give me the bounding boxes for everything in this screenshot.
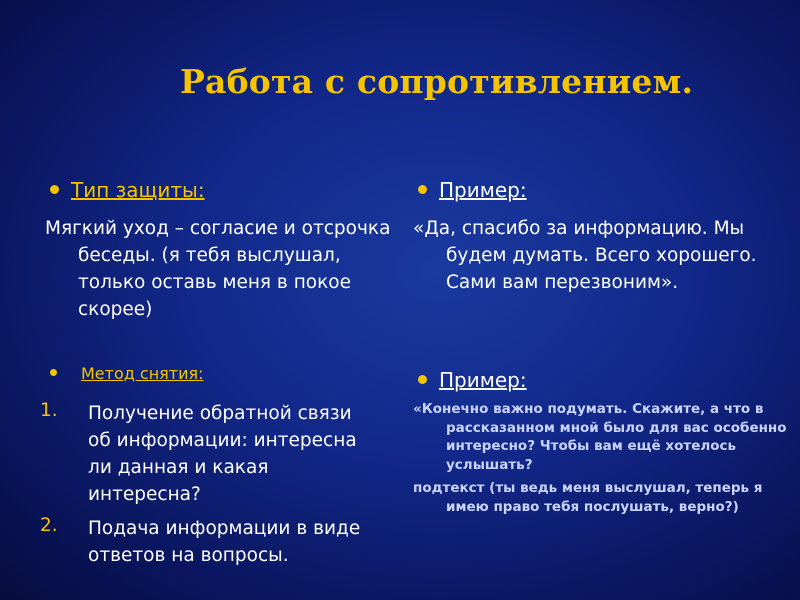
bullet-icon	[418, 375, 427, 384]
right-paragraph-subtext: подтекст (ты ведь меня выслушал, теперь я имею право тебя послушать, верно?)	[413, 480, 763, 515]
bullet-icon	[50, 185, 59, 194]
bullet-icon	[50, 369, 57, 376]
right-heading-row-2	[418, 368, 527, 392]
right-paragraph-example-1: «Да, спасибо за информацию. Мы будем думать. Всего хорошего. Сами вам перезвоним».	[413, 218, 757, 293]
list-item-2: Подача информации в виде ответов на вопросы.	[88, 518, 361, 566]
left-paragraph-defense: Мягкий уход – согласие и отсрочка беседы. (я тебя выслушал, только оставь меня в покое скорее)	[45, 218, 391, 320]
left-heading-row	[50, 178, 205, 202]
slide-title: Работа с сопротивлением.	[180, 62, 694, 101]
list-number-2: 2.	[40, 515, 58, 536]
bullet-icon	[418, 185, 427, 194]
right-heading-row-1	[418, 178, 527, 202]
left-heading-defense-type: Тип защиты:	[71, 178, 205, 202]
list-item-1: Получение обратной связи об информации: интересна ли данная и какая интересна?	[88, 403, 357, 505]
list-number-1: 1.	[40, 400, 58, 421]
left-method-row	[50, 364, 204, 383]
right-heading-example-1: Пример:	[439, 178, 527, 202]
right-paragraph-example-2: «Конечно важно подумать. Скажите, а что в рассказанном мной было для вас особенно интересно? Чтобы вам ещё хотелось услышать?	[413, 401, 787, 473]
right-heading-example-2: Пример:	[439, 368, 527, 392]
left-heading-method: Метод снятия:	[81, 364, 204, 383]
